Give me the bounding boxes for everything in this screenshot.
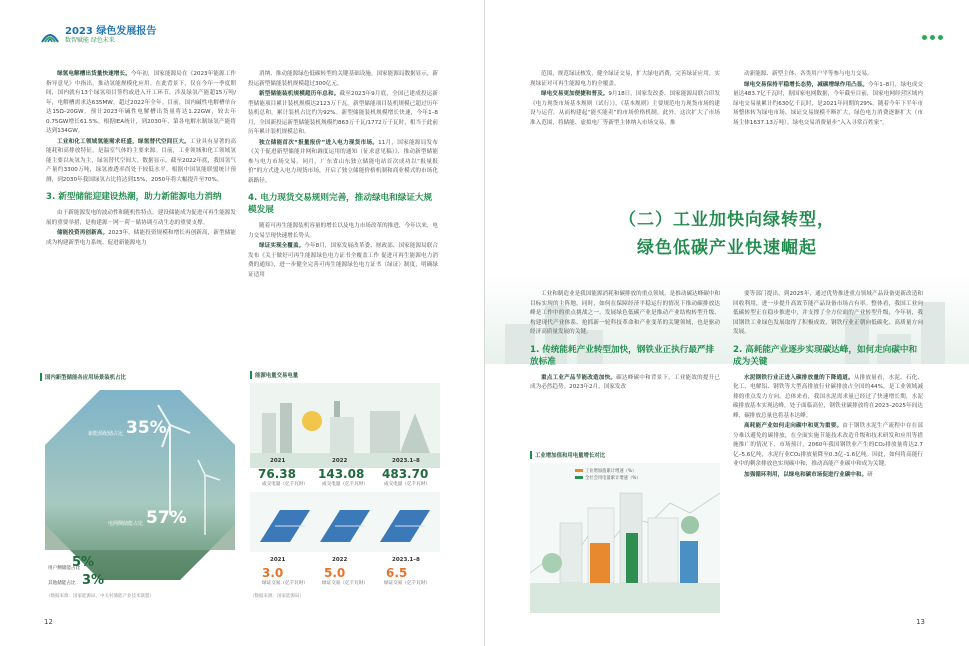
paragraph-lead: 绿证实现全覆盖。 xyxy=(259,243,305,249)
industry-figure xyxy=(530,463,720,613)
paragraph xyxy=(530,290,720,338)
paragraph-body: 研 xyxy=(867,471,873,478)
paragraph-body: 今年初，国家能源局在《2023年能源工作指导意见》中指出，推动氢能规模化应用。在此背景下，仅在今年一季度期间，国内就有13个绿氢项目签约或进入开工环节，涉及绿氢产能超15万吨/年，电解槽需求达635MW，超过2022年全年。目前，国内碱性电解槽单台达15Ω–20GW，预计2023年碱性电解槽出货量将达1.22GW，较去年0.75GW增长61.5%。根据IEA统计，到2030年，第各电解水制绿氢产能将达到134GW。 xyxy=(46,71,236,134)
intro-column-2 xyxy=(733,290,923,481)
figure-title: 国内新型储能各应用场景装机占比 xyxy=(40,373,240,381)
legend-swatch-1 xyxy=(575,469,583,472)
report-logo-icon xyxy=(40,28,60,44)
cert-name-2 xyxy=(322,580,368,586)
report-subtitle: 数智赋能 绿色未来 xyxy=(65,37,115,44)
paragraph-body: 动新能源、新型主体、各类用户平等参与电力交易。 xyxy=(744,71,873,77)
trade-name-1 xyxy=(262,481,308,487)
paragraph-body: 工业和制造业是我国能源消耗和碳排放的重点领域，是推动碳达峰碳中和目标实现的主阵地。同时，如何在保障经济平稳运行的情况下推动碳排放达峰是工作中的重点挑战之一。发展绿色低碳产业是推动产业结构转型升级、构建现代产业体系、抢抓新一轮科技革命和产业变革的关键领域，也是驱动经济高质量发展的关键。 xyxy=(530,291,721,335)
trade-name-text: 成交电量 xyxy=(384,482,403,487)
trade-name-text: 成交电量 xyxy=(262,482,281,487)
chapter-title-line-1: （二）工业加快向绿转型， xyxy=(619,210,835,230)
trade-figure-title: 能源电量交易电量 xyxy=(250,371,298,379)
paragraph xyxy=(733,70,923,80)
paragraph-lead: 绿电交易更加便捷和普及。 xyxy=(541,91,609,97)
paragraph-body: 今年8月，国家发展改革委、财政部、国家能源局联合发布《关于做好可再生能源绿色电力证书全覆盖工作 促进可再生能源电力消费的通知》，进一步健全完善可再生能源绿色电力证书（绿证）制度，明确绿证适用 xyxy=(248,243,438,278)
paragraph-body: 工业具有显著的高能耗和高排放特征，是温室气体的主要来源。目前，工业领域和化工领域氢能主要以灰氢为主，绿氢替代空间大。数据显示，截至2022年底，我国氢气产量约3300万吨，绿氢渗透率尚处于较低水平。根据中国氢能联盟统计预测，到2030年我国绿氢占比将达到15%，2050年将大幅提升至70%。 xyxy=(46,138,236,183)
paragraph-body: 今年1–8月，绿电成交量达483.7亿千瓦时，据国家电网数据，今年截至目前，国家电网经营区域内绿电交易量累计约630亿千瓦时，是2021年同期的29%。随着今年下半年市场整体转为绿电市场、绿证交易规模不断扩大，绿色电力消费逐渐扩大（市场主体1637.13万吨）。绿电交易消费量步“入入寻常百姓家”。 xyxy=(733,81,923,126)
paragraph-lead: 水泥钢铁行业正进入碳排放量的下降通道。 xyxy=(744,374,854,381)
paragraph-lead: 重点工业产品节能改造加快。 xyxy=(541,374,617,381)
paragraph-body: 范围，规范绿证核发，健全绿证交易，扩大绿电消费，完善绿证应用，实现绿证对可再生能源电力的全覆盖。 xyxy=(530,71,721,87)
paragraph-lead: 加强循环利用，以绿电和碳市场促进行业碳中和。 xyxy=(744,471,868,478)
trade-figure-bottom xyxy=(250,492,440,552)
paragraph-body: 由于新能源发电的波动性和随机性特点，建设储能成为促进可再生能源发展的重要举措，是构建源－网－荷－储协调互动生态的重要支撑。 xyxy=(46,210,237,226)
share-label-2: 电网侧储能占比 xyxy=(108,521,144,527)
paragraph xyxy=(733,290,923,338)
trade-unit: （亿千瓦时） xyxy=(402,482,430,487)
paragraph-body: 截至2023年9月底，全国已建成投运新型储能项目累计装机规模达2123万千瓦。新型储能项目装机规模已超过历年装机总和。累计装机占比约为92%。新型储能装机规模增长快速，今年1–8月，全国新投运新型储能装机规模约863万千瓦/1772万千瓦时，相当于此前历年累计装机规模总和。 xyxy=(248,91,438,135)
paragraph-body: 碳达峰碳中和背景下，工业能效的提升已成为必然趋势。2023年2月，国家发改 xyxy=(530,374,720,390)
paragraph-lead: 工业和化工领域氢能需求旺盛，绿氢替代空间巨大。 xyxy=(57,138,190,145)
paragraph-lead: 绿氢电解槽出货量快速增长。 xyxy=(57,71,131,77)
share-label-1: 新能源配储占比 xyxy=(88,431,124,437)
right-top-column-1 xyxy=(530,70,720,129)
legend-item-2 xyxy=(575,475,641,482)
paragraph-lead: 新型储能装机规模超历年总和。 xyxy=(259,91,340,97)
paragraph-lead: 绿电交易保持平稳增长态势，减碳增绿作用凸显。 xyxy=(744,81,868,88)
paragraph xyxy=(248,139,438,187)
cert-unit: （亿千瓦时） xyxy=(402,581,430,586)
paragraph xyxy=(733,471,923,481)
industry-legend xyxy=(575,468,641,482)
share-label-3: 用户侧储能占比 xyxy=(48,566,81,571)
chapter-title-line-2: 绿色低碳产业快速崛起 xyxy=(637,238,817,258)
share-value-1: 35% xyxy=(126,418,167,438)
trade-year-3: 2023.1–8 xyxy=(392,458,420,464)
legend-label-1: 工业增加值累计增速（%） xyxy=(585,469,637,474)
paragraph xyxy=(248,222,438,241)
industry-figure-title: 工业增加值和用电量增长对比 xyxy=(530,451,605,459)
report-title: 2023 绿色发展报告 xyxy=(65,26,157,37)
trade-name-3 xyxy=(384,481,430,487)
page-dots-icon xyxy=(922,35,943,40)
trade-year-2: 2022 xyxy=(332,458,348,464)
paragraph xyxy=(530,70,720,89)
left-page-column-1 xyxy=(46,70,236,249)
trade-value-3: 483.70 xyxy=(382,467,429,481)
industry-illustration-icon xyxy=(530,463,720,613)
trade-name-2 xyxy=(322,481,368,487)
paragraph-body: 9月18日，国家发改委、国家能源局联合印发《电力现货市场基本规则（试行）》，《基本规则》主要规范电力现货市场的建设与运营，从而构建起“能买能卖”的市场价格机制。此外，这次扩大了市场准入范围，将储能、虚拟电厂等新型主体纳入市场交易，推 xyxy=(530,91,720,126)
section-heading-2: 2. 高耗能产业逐步实现碳达峰，如何走向碳中和成为关键 xyxy=(733,344,918,367)
legend-label-2: 全社会用电量累计增速（%） xyxy=(585,476,641,481)
paragraph-lead: 独立储能首次“报量报价”进入电力现货市场。 xyxy=(259,139,379,146)
cert-unit: （亿千瓦时） xyxy=(340,581,368,586)
paragraph xyxy=(46,70,236,137)
paragraph-lead: 储能投资再创新高。 xyxy=(57,230,109,236)
cert-name-1 xyxy=(262,580,308,586)
paragraph-body: 消纳、推动能源绿色低碳转型的关键基础设施。国家能源局数据显示，新投运新型储能装机规模超过300亿元。 xyxy=(248,71,439,87)
right-top-column-2 xyxy=(733,70,923,129)
section-heading-1: 1. 传统能耗产业转型加快，钢铁业正执行最严排放标准 xyxy=(530,344,715,367)
paragraph xyxy=(733,422,923,470)
paragraph-body: 从排放量看，水泥、石化、化工、电解铝、钢铁等大型高排放行业碳排放占全国的44%，是工业领域减排的重点发力方向。总体来看，我国水泥需求量已经过了快速增长期，水泥碳排放基本实现达峰，处于面临高位，钢铁业碳排放将在2023–2025年间达峰，碳排放总量也将基本达峰。 xyxy=(733,374,923,419)
section-heading-3: 3. 新型储能迎建设热潮，助力新能源电力消纳 xyxy=(46,192,222,202)
paragraph-body: 要等部门提出，到2025年，通过优势推进重点领域产品设备更新改造和回收利用，进一步提升高效节能产品设备市场占有率。整体看，我国工业向低碳转型正在稳步推进中，并支撑了全方位面的产业转型升级，今年初，我国钢铁工业绿色发展取得了积极成效，钢铁行业正朝向低碳化、高质量方向发展。 xyxy=(733,291,923,335)
cert-value-3: 6.5 xyxy=(386,566,408,580)
paragraph-body: 由于钢铁水泥生产流程中存在部分难以避免的碳排放，在全面实施节能技术改造升级和技术研发和应用等措施推广的情况下，市场预计，2060年我国钢铁业产生的CO₂排放量将达2.7亿–5.6亿吨，水泥行业CO₂排放量降至0.3亿–1.6亿吨。因此，如何将高能行业中的剩余排放也实现碳中和，推动高能产业碳中和成为关键。 xyxy=(733,423,923,467)
storage-figure xyxy=(40,373,240,384)
legend-swatch-2 xyxy=(575,476,583,479)
page-number-left: 12 xyxy=(44,618,53,626)
cert-year-1: 2021 xyxy=(270,557,286,563)
paragraph xyxy=(248,90,438,138)
paragraph-lead: 高耗能产业如何走向碳中和更为重要。 xyxy=(744,423,843,429)
left-page-column-2 xyxy=(248,70,438,281)
cert-name-3 xyxy=(384,580,430,586)
figure-source: （数据来源：国家能源局） xyxy=(250,594,304,599)
page-number-right: 13 xyxy=(916,618,925,626)
intro-column-1 xyxy=(530,290,720,394)
paragraph xyxy=(733,81,923,129)
cert-value-2: 5.0 xyxy=(324,566,346,580)
paragraph-body: 2023年，储能投资规模和增长再创新高，新型储能成为构建新型电力系统、促进新能源电力 xyxy=(46,230,236,246)
section-heading-4: 4. 电力现货交易规则完善，推动绿电和绿证大规模发展 xyxy=(248,193,433,215)
trade-value-1: 76.38 xyxy=(258,467,296,481)
share-value-4: 3% xyxy=(82,573,105,588)
paragraph-body: 随着可再生能源装机容量的增长以及电力市场改革的推进，今年以来，电力交易呈现快速增长势头。 xyxy=(248,223,439,239)
cert-year-3: 2023.1–8 xyxy=(392,557,420,563)
storage-share-figure xyxy=(40,385,240,585)
paragraph xyxy=(46,138,236,186)
right-page xyxy=(485,0,969,646)
cert-name-text: 绿证交易 xyxy=(262,581,281,586)
cert-name-text: 绿证交易 xyxy=(384,581,403,586)
figure-source: （数据来源：国家能源局、中关村储能产业技术联盟） xyxy=(46,594,154,599)
trade-year-1: 2021 xyxy=(270,458,286,464)
paragraph xyxy=(248,242,438,280)
report-header xyxy=(40,26,156,45)
paragraph-body: 11月，国家能源局发布《关于促进新型储能并网和调度运用的通知（征求意见稿）》，推动新型储能参与电力市场交易。同月，广东省山东独立储能电站首次成功以“报量报价”的方式进入电力现货市场，开启了独立储能价格机制和商业模式的市场化新路径。 xyxy=(248,139,439,184)
trade-figure-top xyxy=(250,383,440,468)
legend-item-1 xyxy=(575,468,641,475)
cert-year-2: 2022 xyxy=(332,557,348,563)
paragraph xyxy=(733,374,923,422)
cert-value-1: 3.0 xyxy=(262,566,284,580)
paragraph xyxy=(530,374,720,393)
left-page xyxy=(0,0,484,646)
paragraph xyxy=(530,90,720,128)
trade-unit: （亿千瓦时） xyxy=(280,482,308,487)
paragraph xyxy=(46,209,236,228)
trade-value-2: 143.08 xyxy=(318,467,365,481)
share-value-3: 5% xyxy=(72,555,95,570)
power-plant-illustration-icon xyxy=(250,383,440,468)
paragraph xyxy=(46,229,236,248)
share-label-4: 其他储能占比 xyxy=(48,581,76,586)
share-value-2: 57% xyxy=(146,508,187,528)
trade-unit: （亿千瓦时） xyxy=(340,482,368,487)
solar-panels-illustration-icon xyxy=(250,492,440,552)
cert-name-text: 绿证交易 xyxy=(322,581,341,586)
cert-unit: （亿千瓦时） xyxy=(280,581,308,586)
trade-name-text: 成交电量 xyxy=(322,482,341,487)
paragraph xyxy=(248,70,438,89)
